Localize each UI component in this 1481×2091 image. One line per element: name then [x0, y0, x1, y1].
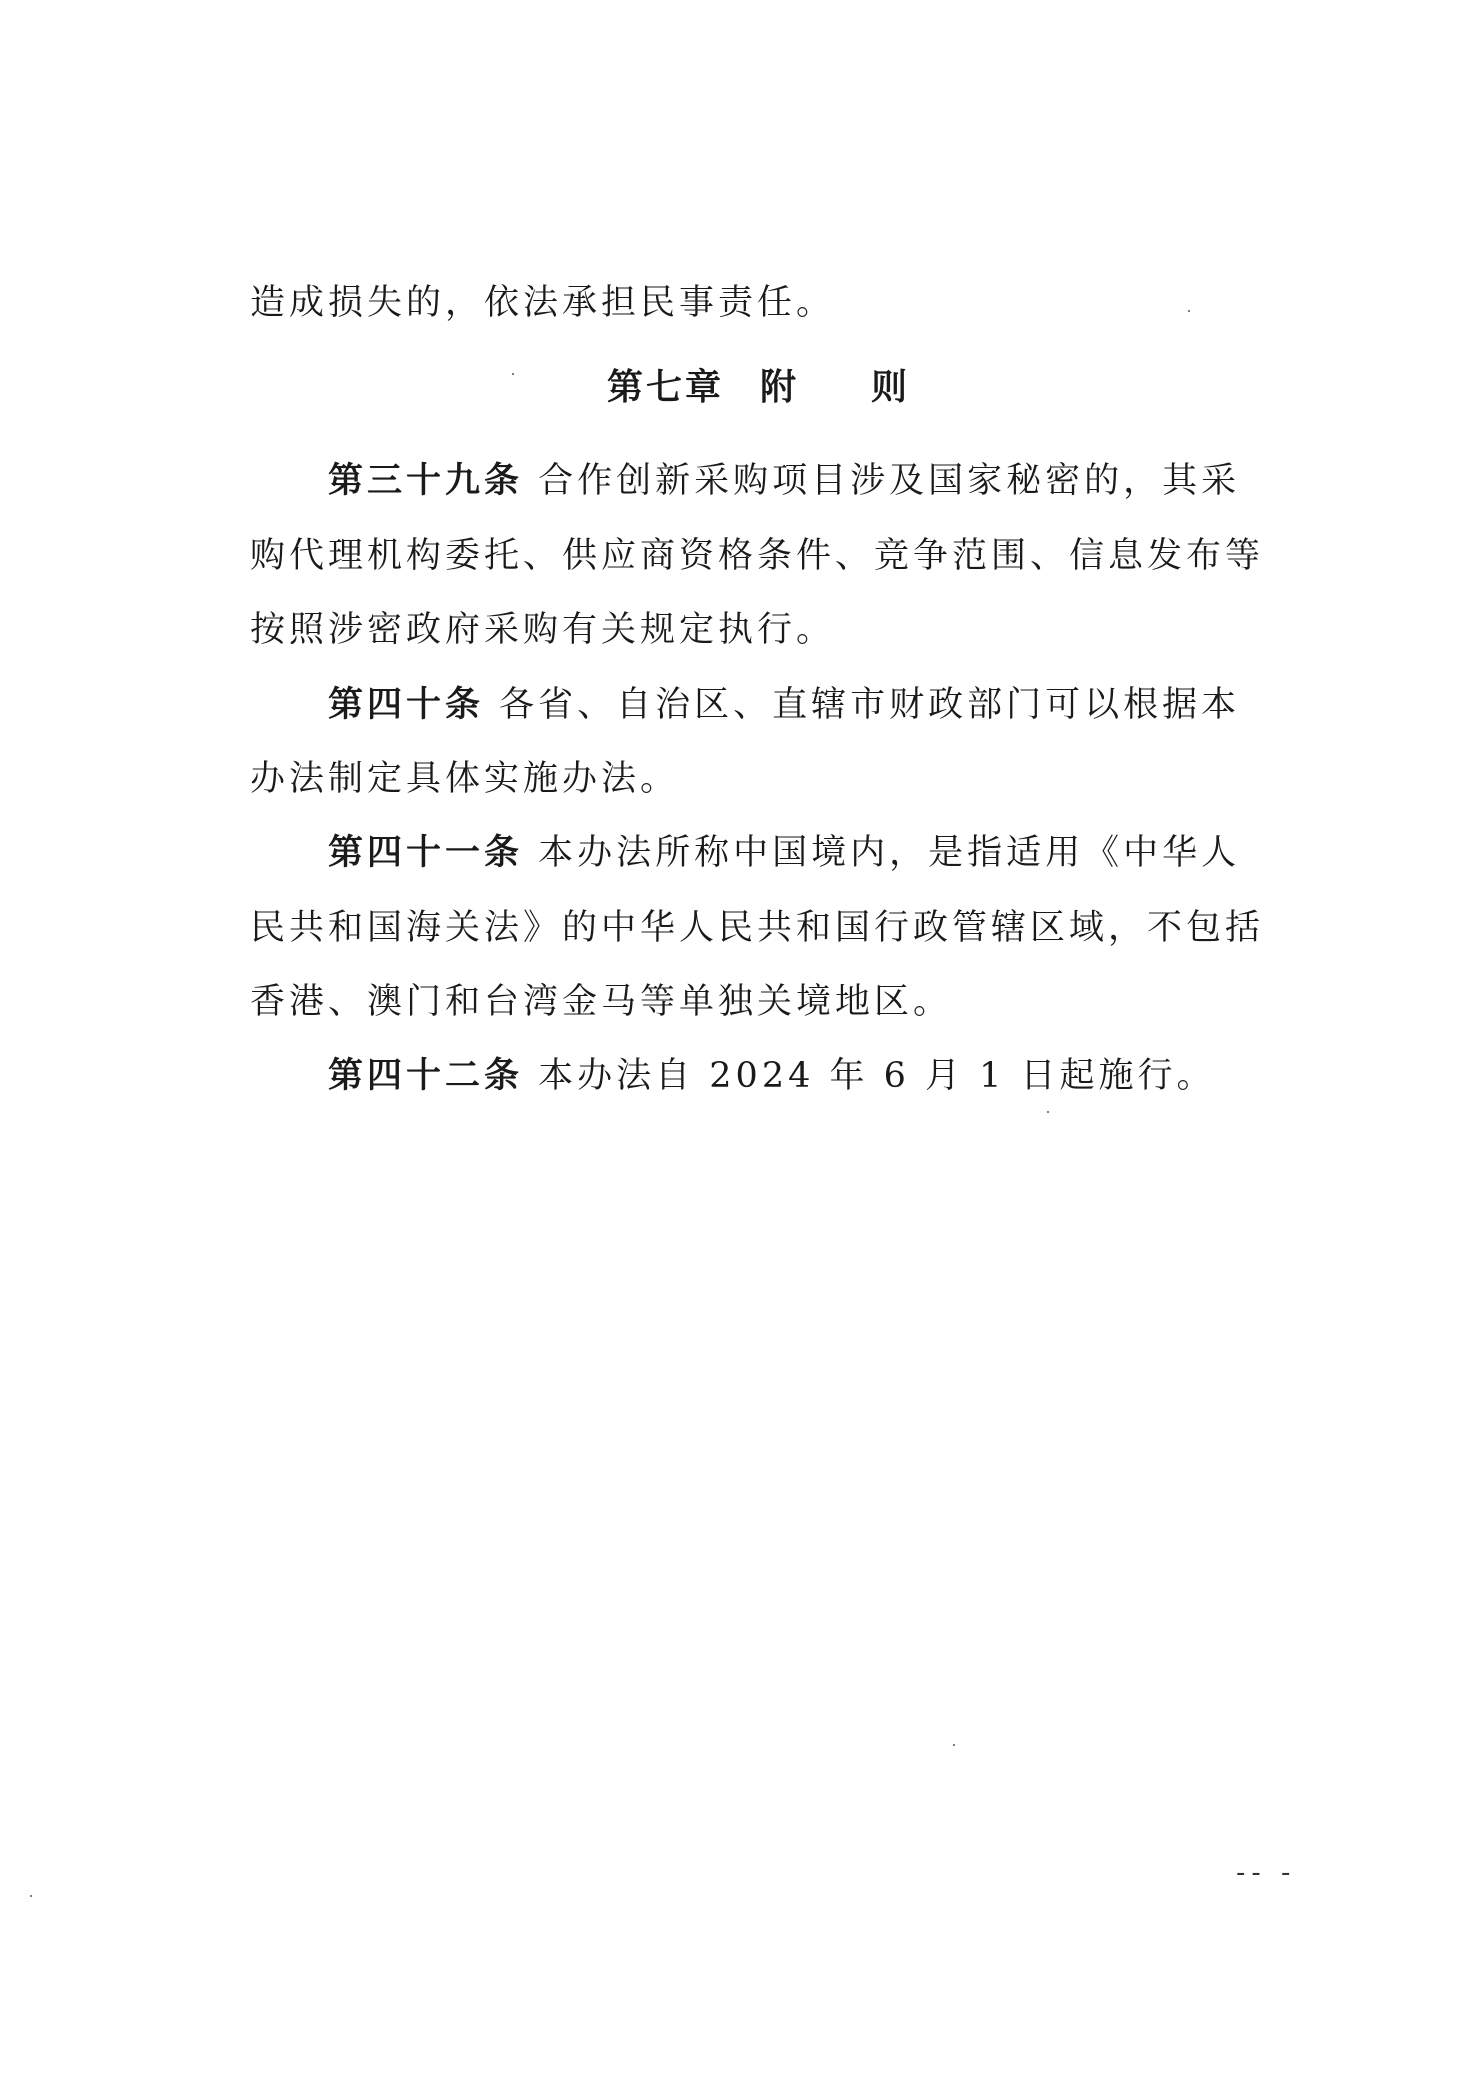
scan-speck — [30, 1895, 32, 1897]
scan-speck — [1188, 310, 1190, 312]
scan-speck — [1047, 1111, 1049, 1113]
article-42-line-1 — [328, 1051, 1216, 1101]
article-39-heading: 第三十九条 — [328, 461, 524, 501]
scan-speck — [512, 373, 514, 375]
article-40-line-1 — [328, 680, 1240, 730]
opening-line: 造成损失的，依法承担民事责任。 — [250, 283, 836, 323]
chapter-number: 第七章 — [607, 367, 725, 408]
article-40-text-1: 各省、自治区、直辖市财政部门可以根据本 — [499, 685, 1241, 725]
article-40-heading: 第四十条 — [328, 685, 485, 725]
article-41-line-1 — [328, 828, 1240, 878]
article-41-line-2: 民共和国海关法》的中华人民共和国行政管辖区域，不包括 — [250, 908, 1265, 948]
article-42-text-1: 本办法自 2024 年 6 月 1 日起施行。 — [538, 1056, 1216, 1096]
article-40-line-2: 办法制定具体实施办法。 — [250, 759, 680, 799]
chapter-title — [607, 363, 910, 413]
article-39-line-2: 购代理机构委托、供应商资格条件、竞争范围、信息发布等 — [250, 536, 1265, 576]
article-39-line-1 — [328, 456, 1240, 506]
article-41-heading: 第四十一条 — [328, 833, 524, 873]
article-41-text-1: 本办法所称中国境内，是指适用《中华人 — [538, 833, 1241, 873]
chapter-title-b: 则 — [871, 367, 911, 408]
article-41-line-3: 香港、澳门和台湾金马等单独关境地区。 — [250, 982, 953, 1022]
article-39-line-3: 按照涉密政府采购有关规定执行。 — [250, 610, 836, 650]
scan-speck — [953, 1744, 955, 1746]
article-39-text-1: 合作创新采购项目涉及国家秘密的，其采 — [538, 461, 1241, 501]
chapter-title-a: 附 — [760, 367, 800, 408]
page-mark: -- - — [1236, 1858, 1297, 1888]
article-42-heading: 第四十二条 — [328, 1056, 524, 1096]
